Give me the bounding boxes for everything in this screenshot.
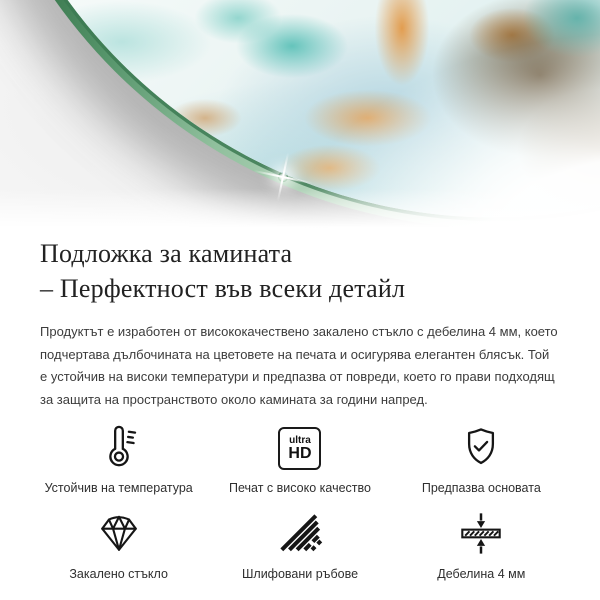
product-photo [0, 0, 600, 230]
feature-polished-edges [209, 509, 390, 581]
product-info-section [0, 230, 600, 411]
features-grid [0, 423, 600, 581]
polished-edges-icon [277, 509, 323, 556]
feature-thickness [391, 509, 572, 581]
diamond-icon [96, 509, 142, 556]
feature-protects-base [391, 423, 572, 495]
product-description: Продуктът е изработен от висококачествено закалено стъкло с дебелина 4 мм, което подчертава дълбочината на цветовете на печата и осигурява елегантен блясък. Той е устойчив на високи температури и предпазва от повреди, което го прави подходящ за защита на пространството около камината за години напред. [40, 324, 558, 407]
thickness-icon [458, 509, 504, 556]
shield-check-icon [458, 423, 504, 470]
feature-label: Закалено стъкло [69, 567, 168, 581]
feature-temperature [28, 423, 209, 495]
title-line-2: – Перфектност във всеки детайл [40, 274, 406, 303]
title-line-1: Подложка за камината [40, 239, 293, 268]
ultra-hd-icon: ultra HD [278, 423, 321, 470]
feature-label: Предпазва основата [421, 481, 541, 495]
feature-print-quality [209, 423, 390, 495]
feature-tempered-glass [28, 509, 209, 581]
feature-label: Печат с високо качество [229, 481, 371, 495]
thermometer-icon [96, 423, 142, 470]
feature-label: Шлифовани ръбове [241, 567, 359, 581]
feature-label: Устойчив на температура [44, 481, 193, 495]
page-title [40, 236, 560, 306]
feature-label: Дебелина 4 мм [437, 567, 526, 581]
photo-bottom-fade [0, 0, 600, 230]
